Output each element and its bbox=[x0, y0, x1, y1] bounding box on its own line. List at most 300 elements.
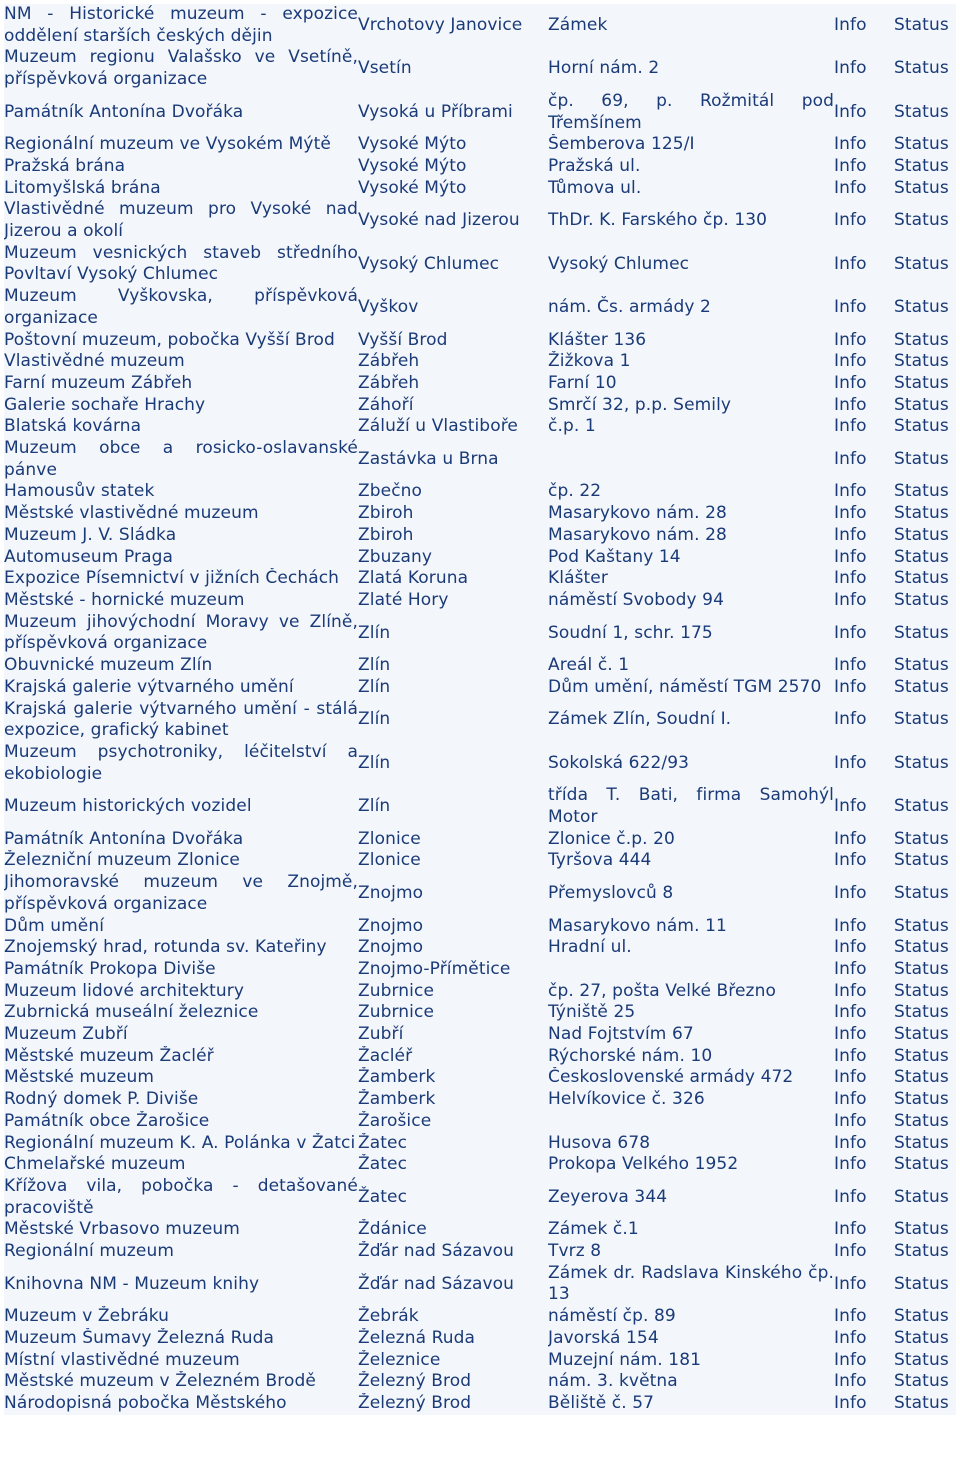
museum-name-cell: Muzeum Zubří bbox=[4, 1024, 128, 1045]
museum-city-cell: Zábřeh bbox=[358, 351, 420, 372]
museum-row bbox=[4, 395, 956, 417]
museum-address-cell: Tvrz 8 bbox=[548, 1241, 602, 1262]
museum-city-cell: Zlín bbox=[358, 622, 391, 643]
museum-city-cell: Vyškov bbox=[358, 296, 419, 317]
info-link[interactable]: Info bbox=[834, 1132, 867, 1153]
museum-city-cell: Žebrák bbox=[358, 1306, 419, 1327]
status-link[interactable]: Status bbox=[894, 1045, 949, 1066]
status-link[interactable]: Status bbox=[894, 1154, 949, 1175]
status-link[interactable]: Status bbox=[894, 14, 949, 35]
museum-address-cell: náměstí čp. 89 bbox=[548, 1306, 676, 1327]
museum-row bbox=[4, 590, 956, 612]
museum-city-cell: Vysoký Chlumec bbox=[358, 253, 500, 274]
museum-name-cell: Městské vlastivědné muzeum bbox=[4, 503, 259, 524]
museum-address-cell: Šemberova 125/I bbox=[548, 134, 695, 155]
museum-city-cell: Vysoké Mýto bbox=[358, 177, 467, 198]
museum-name-cell: Železniční muzeum Zlonice bbox=[4, 850, 240, 871]
museum-address-cell: Tyršova 444 bbox=[548, 850, 652, 871]
museum-city-cell: Zábřeh bbox=[358, 372, 420, 393]
status-link[interactable]: Status bbox=[894, 1306, 949, 1327]
status-link[interactable]: Status bbox=[894, 958, 949, 979]
info-link[interactable]: Info bbox=[834, 752, 867, 773]
museum-row bbox=[4, 1111, 956, 1133]
museum-name-cell: Hamousův statek bbox=[4, 481, 155, 502]
museum-row bbox=[4, 373, 956, 395]
info-link[interactable]: Info bbox=[834, 101, 867, 122]
museum-address-cell: čp. 22 bbox=[548, 481, 602, 502]
status-link[interactable]: Status bbox=[894, 372, 949, 393]
museum-city-cell: Zlonice bbox=[358, 828, 421, 849]
museum-address-cell: Masarykovo nám. 11 bbox=[548, 915, 727, 936]
museum-address-cell: Klášter 136 bbox=[548, 329, 647, 350]
museum-name-cell: Památník Antonína Dvořáka bbox=[4, 101, 244, 122]
museum-row bbox=[4, 699, 956, 742]
info-link[interactable]: Info bbox=[834, 1024, 867, 1045]
museum-row bbox=[4, 850, 956, 872]
museum-name-cell: Místní vlastivědné muzeum bbox=[4, 1349, 240, 1370]
status-link[interactable]: Status bbox=[894, 1327, 949, 1348]
museum-city-cell: Žďár nad Sázavou bbox=[358, 1273, 515, 1294]
museum-row bbox=[4, 351, 956, 373]
museum-name-cell: Litomyšlská brána bbox=[4, 177, 161, 198]
status-link[interactable]: Status bbox=[894, 448, 949, 469]
museum-name-cell: Pražská brána bbox=[4, 155, 126, 176]
museum-address-cell: třída T. Bati, firma Samohýl Motor bbox=[548, 785, 834, 828]
status-link[interactable]: Status bbox=[894, 796, 949, 817]
info-link[interactable]: Info bbox=[834, 980, 867, 1001]
status-link[interactable]: Status bbox=[894, 1219, 949, 1240]
info-link[interactable]: Info bbox=[834, 622, 867, 643]
status-link[interactable]: Status bbox=[894, 709, 949, 730]
museum-row bbox=[4, 1024, 956, 1046]
museum-address-cell: Zámek č.1 bbox=[548, 1219, 639, 1240]
museum-name-cell: Poštovní muzeum, pobočka Vyšší Brod bbox=[4, 329, 335, 350]
info-link[interactable]: Info bbox=[834, 448, 867, 469]
info-link[interactable]: Info bbox=[834, 850, 867, 871]
status-link[interactable]: Status bbox=[894, 1241, 949, 1262]
status-link[interactable]: Status bbox=[894, 58, 949, 79]
museum-name-cell: Městské muzeum bbox=[4, 1067, 155, 1088]
status-link[interactable]: Status bbox=[894, 546, 949, 567]
museum-address-cell: nám. Čs. armády 2 bbox=[548, 296, 711, 317]
museum-city-cell: Ždánice bbox=[358, 1219, 427, 1240]
museum-row bbox=[4, 959, 956, 981]
museum-address-cell: Přemyslovců 8 bbox=[548, 882, 674, 903]
museum-city-cell: Zbuzany bbox=[358, 546, 433, 567]
museum-address-cell: Tůmova ul. bbox=[548, 177, 642, 198]
info-link[interactable]: Info bbox=[834, 1067, 867, 1088]
museum-address-cell: Masarykovo nám. 28 bbox=[548, 524, 727, 545]
museum-row bbox=[4, 438, 956, 481]
info-link[interactable]: Info bbox=[834, 210, 867, 231]
museum-city-cell: Vysoké Mýto bbox=[358, 155, 467, 176]
museum-city-cell: Zlonice bbox=[358, 850, 421, 871]
museum-row bbox=[4, 4, 956, 47]
museum-row bbox=[4, 134, 956, 156]
museum-row bbox=[4, 1241, 956, 1263]
museum-row bbox=[4, 1219, 956, 1241]
museum-city-cell: Vrchotovy Janovice bbox=[358, 14, 523, 35]
museum-address-cell: Soudní 1, schr. 175 bbox=[548, 622, 713, 643]
museum-name-cell: Národopisná pobočka Městského bbox=[4, 1393, 287, 1413]
status-link[interactable]: Status bbox=[894, 882, 949, 903]
status-link[interactable]: Status bbox=[894, 568, 949, 589]
museum-address-cell: Hradní ul. bbox=[548, 937, 632, 958]
museum-name-cell: Muzeum psychotroniky, léčitelství a ekobiologie bbox=[4, 741, 358, 784]
museum-city-cell: Zbiroh bbox=[358, 524, 414, 545]
museum-row bbox=[4, 981, 956, 1003]
info-link[interactable]: Info bbox=[834, 1045, 867, 1066]
museum-city-cell: Vysoké Mýto bbox=[358, 134, 467, 155]
museum-row bbox=[4, 916, 956, 938]
info-link[interactable]: Info bbox=[834, 1371, 867, 1392]
status-link[interactable]: Status bbox=[894, 655, 949, 676]
museum-city-cell: Zlín bbox=[358, 676, 391, 697]
status-link[interactable]: Status bbox=[894, 752, 949, 773]
museum-address-cell: Prokopa Velkého 1952 bbox=[548, 1154, 739, 1175]
museum-list-page bbox=[4, 4, 956, 1415]
museum-row bbox=[4, 243, 956, 286]
museum-name-cell: Vlastivědné muzeum bbox=[4, 351, 185, 372]
museum-table-body bbox=[4, 4, 956, 1415]
museum-name-cell: Regionální muzeum ve Vysokém Mýtě bbox=[4, 134, 331, 155]
museum-city-cell: Zubrnice bbox=[358, 1002, 435, 1023]
status-link[interactable]: Status bbox=[894, 1393, 949, 1413]
museum-address-cell: Nad Fojtstvím 67 bbox=[548, 1024, 694, 1045]
museum-row bbox=[4, 286, 956, 329]
museum-row bbox=[4, 1002, 956, 1024]
info-link[interactable]: Info bbox=[834, 1219, 867, 1240]
museum-city-cell: Zbiroh bbox=[358, 503, 414, 524]
museum-name-cell: Regionální muzeum bbox=[4, 1241, 174, 1262]
museum-row bbox=[4, 785, 956, 828]
museum-row bbox=[4, 568, 956, 590]
info-link[interactable]: Info bbox=[834, 1349, 867, 1370]
info-link[interactable]: Info bbox=[834, 589, 867, 610]
museum-address-cell: Dům umění, náměstí TGM 2570 bbox=[548, 676, 822, 697]
museum-row bbox=[4, 1328, 956, 1350]
museum-name-cell: Muzeum Vyškovska, příspěvková organizace bbox=[4, 286, 358, 328]
status-link[interactable]: Status bbox=[894, 1110, 949, 1131]
museum-address-cell: Pod Kaštany 14 bbox=[548, 546, 681, 567]
museum-row bbox=[4, 1176, 956, 1219]
museum-row bbox=[4, 503, 956, 525]
info-link[interactable]: Info bbox=[834, 676, 867, 697]
museum-name-cell: Knihovna NM - Muzeum knihy bbox=[4, 1273, 260, 1294]
status-link[interactable]: Status bbox=[894, 394, 949, 415]
info-link[interactable]: Info bbox=[834, 655, 867, 676]
status-link[interactable]: Status bbox=[894, 481, 949, 502]
museum-city-cell: Žacléř bbox=[358, 1045, 413, 1066]
museum-name-cell: Krajská galerie výtvarného umění bbox=[4, 676, 294, 697]
museum-row bbox=[4, 156, 956, 178]
info-link[interactable]: Info bbox=[834, 709, 867, 730]
museum-name-cell: Krajská galerie výtvarného umění - stálá expozice, grafický kabinet bbox=[4, 698, 358, 741]
info-link[interactable]: Info bbox=[834, 58, 867, 79]
museum-row bbox=[4, 199, 956, 242]
museum-city-cell: Žarošice bbox=[358, 1110, 432, 1131]
status-link[interactable]: Status bbox=[894, 676, 949, 697]
museum-name-cell: Farní muzeum Zábřeh bbox=[4, 372, 193, 393]
status-link[interactable]: Status bbox=[894, 1089, 949, 1110]
museum-name-cell: Městské muzeum v Železném Brodě bbox=[4, 1371, 316, 1392]
info-link[interactable]: Info bbox=[834, 329, 867, 350]
museum-address-cell bbox=[548, 438, 834, 481]
museum-address-cell: č.p. 1 bbox=[548, 416, 596, 437]
museum-city-cell: Zlatá Koruna bbox=[358, 568, 469, 589]
museum-city-cell: Vysoké nad Jizerou bbox=[358, 210, 520, 231]
status-link[interactable]: Status bbox=[894, 915, 949, 936]
status-link[interactable]: Status bbox=[894, 351, 949, 372]
museum-name-cell: Památník obce Žarošice bbox=[4, 1110, 210, 1131]
museum-name-cell: Muzeum regionu Valašsko ve Vsetíně, příspěvková organizace bbox=[4, 47, 358, 90]
status-link[interactable]: Status bbox=[894, 101, 949, 122]
status-link[interactable]: Status bbox=[894, 1024, 949, 1045]
museum-address-cell: Husova 678 bbox=[548, 1132, 651, 1153]
info-link[interactable]: Info bbox=[834, 351, 867, 372]
status-link[interactable]: Status bbox=[894, 1067, 949, 1088]
museum-address-cell: Rýchorské nám. 10 bbox=[548, 1045, 713, 1066]
status-link[interactable]: Status bbox=[894, 210, 949, 231]
museum-row bbox=[4, 1306, 956, 1328]
museum-address-cell: Vysoký Chlumec bbox=[548, 253, 690, 274]
museum-name-cell: Jihomoravské muzeum ve Znojmě, příspěvková organizace bbox=[4, 872, 358, 914]
info-link[interactable]: Info bbox=[834, 394, 867, 415]
museum-name-cell: Galerie sochaře Hrachy bbox=[4, 394, 206, 415]
info-link[interactable]: Info bbox=[834, 524, 867, 545]
museum-row bbox=[4, 612, 956, 655]
museum-address-cell: Masarykovo nám. 28 bbox=[548, 503, 727, 524]
museum-city-cell: Zlín bbox=[358, 709, 391, 730]
museum-row bbox=[4, 47, 956, 90]
museum-row bbox=[4, 547, 956, 569]
museum-city-cell: Železný Brod bbox=[358, 1393, 472, 1413]
museum-name-cell: Muzeum lidové architektury bbox=[4, 980, 245, 1001]
status-link[interactable]: Status bbox=[894, 134, 949, 155]
museum-row bbox=[4, 1371, 956, 1393]
info-link[interactable]: Info bbox=[834, 958, 867, 979]
status-link[interactable]: Status bbox=[894, 155, 949, 176]
museum-name-cell: Muzeum v Žebráku bbox=[4, 1306, 170, 1327]
museum-city-cell: Znojmo bbox=[358, 915, 424, 936]
museum-name-cell: Dům umění bbox=[4, 915, 105, 936]
info-link[interactable]: Info bbox=[834, 1327, 867, 1348]
museum-city-cell: Zlín bbox=[358, 796, 391, 817]
status-link[interactable]: Status bbox=[894, 589, 949, 610]
museum-address-cell: Běliště č. 57 bbox=[548, 1393, 655, 1413]
museum-row bbox=[4, 416, 956, 438]
museum-city-cell: Železná Ruda bbox=[358, 1327, 476, 1348]
museum-address-cell: Klášter bbox=[548, 568, 608, 589]
museum-name-cell: Automuseum Praga bbox=[4, 546, 174, 567]
museum-city-cell: Vsetín bbox=[358, 58, 412, 79]
museum-row bbox=[4, 1133, 956, 1155]
info-link[interactable]: Info bbox=[834, 796, 867, 817]
museum-address-cell: Týniště 25 bbox=[548, 1002, 636, 1023]
museum-name-cell: Muzeum obce a rosicko-oslavanské pánve bbox=[4, 438, 358, 480]
museum-city-cell: Zlín bbox=[358, 655, 391, 676]
museum-name-cell: Znojemský hrad, rotunda sv. Kateřiny bbox=[4, 937, 327, 958]
info-link[interactable]: Info bbox=[834, 568, 867, 589]
museum-address-cell: Farní 10 bbox=[548, 372, 617, 393]
status-link[interactable]: Status bbox=[894, 296, 949, 317]
museum-city-cell: Vyšší Brod bbox=[358, 329, 448, 350]
status-link[interactable]: Status bbox=[894, 1349, 949, 1370]
museum-row bbox=[4, 330, 956, 352]
info-link[interactable]: Info bbox=[834, 1186, 867, 1207]
museum-name-cell: Expozice Písemnictví v jižních Čechách bbox=[4, 568, 340, 589]
museum-city-cell: Znojmo bbox=[358, 937, 424, 958]
status-link[interactable]: Status bbox=[894, 1002, 949, 1023]
museum-name-cell: Rodný domek P. Diviše bbox=[4, 1089, 199, 1110]
museum-row bbox=[4, 829, 956, 851]
info-link[interactable]: Info bbox=[834, 546, 867, 567]
status-link[interactable]: Status bbox=[894, 524, 949, 545]
info-link[interactable]: Info bbox=[834, 1393, 867, 1413]
museum-name-cell: Vlastivědné muzeum pro Vysoké nad Jizerou a okolí bbox=[4, 199, 358, 242]
museum-name-cell: Křížova vila, pobočka - detašované pracoviště bbox=[4, 1175, 358, 1218]
museum-address-cell: Areál č. 1 bbox=[548, 655, 630, 676]
museum-row bbox=[4, 1393, 956, 1415]
museum-name-cell: Regionální muzeum K. A. Polánka v Žatci bbox=[4, 1132, 356, 1153]
museum-city-cell: Žatec bbox=[358, 1132, 408, 1153]
museum-address-cell: Helvíkovice č. 326 bbox=[548, 1089, 705, 1110]
museum-name-cell: Památník Antonína Dvořáka bbox=[4, 828, 244, 849]
museum-row bbox=[4, 1154, 956, 1176]
museum-address-cell: Zámek dr. Radslava Kinského čp. 13 bbox=[548, 1262, 834, 1305]
museum-row bbox=[4, 872, 956, 915]
museum-address-cell bbox=[548, 959, 834, 981]
status-link[interactable]: Status bbox=[894, 1273, 949, 1294]
museum-city-cell: Žatec bbox=[358, 1154, 408, 1175]
museum-city-cell: Zubří bbox=[358, 1024, 404, 1045]
status-link[interactable]: Status bbox=[894, 1132, 949, 1153]
museum-name-cell: Památník Prokopa Diviše bbox=[4, 958, 216, 979]
museum-city-cell: Žatec bbox=[358, 1186, 408, 1207]
info-link[interactable]: Info bbox=[834, 296, 867, 317]
museum-row bbox=[4, 677, 956, 699]
museum-city-cell: Vysoká u Příbrami bbox=[358, 101, 513, 122]
museum-address-cell: Muzejní nám. 181 bbox=[548, 1349, 702, 1370]
museum-row bbox=[4, 1263, 956, 1306]
museum-city-cell: Žďár nad Sázavou bbox=[358, 1241, 515, 1262]
info-link[interactable]: Info bbox=[834, 828, 867, 849]
museum-name-cell: Městské muzeum Žacléř bbox=[4, 1045, 214, 1066]
info-link[interactable]: Info bbox=[834, 416, 867, 437]
museum-city-cell: Zlaté Hory bbox=[358, 589, 449, 610]
status-link[interactable]: Status bbox=[894, 622, 949, 643]
museum-city-cell: Zbečno bbox=[358, 481, 423, 502]
status-link[interactable]: Status bbox=[894, 177, 949, 198]
museum-address-cell: Zlonice č.p. 20 bbox=[548, 828, 675, 849]
info-link[interactable]: Info bbox=[834, 1241, 867, 1262]
info-link[interactable]: Info bbox=[834, 1273, 867, 1294]
museum-row bbox=[4, 525, 956, 547]
museum-address-cell: ThDr. K. Farského čp. 130 bbox=[548, 210, 768, 231]
info-link[interactable]: Info bbox=[834, 503, 867, 524]
museum-city-cell: Znojmo-Přímětice bbox=[358, 958, 511, 979]
museum-name-cell: Obuvnické muzeum Zlín bbox=[4, 655, 213, 676]
museum-address-cell: Smrčí 32, p.p. Semily bbox=[548, 394, 732, 415]
museum-address-cell: čp. 69, p. Rožmitál pod Třemšínem bbox=[548, 90, 834, 133]
status-link[interactable]: Status bbox=[894, 416, 949, 437]
museum-row bbox=[4, 481, 956, 503]
museum-city-cell: Zastávka u Brna bbox=[358, 448, 499, 469]
museum-city-cell: Žamberk bbox=[358, 1067, 436, 1088]
museum-name-cell: Muzeum jihovýchodní Moravy ve Zlíně, příspěvková organizace bbox=[4, 611, 358, 654]
museum-city-cell: Železný Brod bbox=[358, 1371, 472, 1392]
info-link[interactable]: Info bbox=[834, 1306, 867, 1327]
museum-row bbox=[4, 91, 956, 134]
status-link[interactable]: Status bbox=[894, 1186, 949, 1207]
status-link[interactable]: Status bbox=[894, 828, 949, 849]
museum-address-cell: nám. 3. května bbox=[548, 1371, 678, 1392]
info-link[interactable]: Info bbox=[834, 481, 867, 502]
info-link[interactable]: Info bbox=[834, 1089, 867, 1110]
museum-address-cell: Pražská ul. bbox=[548, 155, 641, 176]
status-link[interactable]: Status bbox=[894, 1371, 949, 1392]
museum-table bbox=[4, 4, 956, 1415]
museum-name-cell: Muzeum historických vozidel bbox=[4, 796, 252, 817]
museum-name-cell: Blatská kovárna bbox=[4, 416, 142, 437]
info-link[interactable]: Info bbox=[834, 372, 867, 393]
museum-address-cell: Československé armády 472 bbox=[548, 1067, 794, 1088]
museum-address-cell: Zámek bbox=[548, 14, 608, 35]
status-link[interactable]: Status bbox=[894, 937, 949, 958]
museum-name-cell: Muzeum vesnických staveb středního Povltaví Vysoký Chlumec bbox=[4, 242, 358, 285]
info-link[interactable]: Info bbox=[834, 915, 867, 936]
info-link[interactable]: Info bbox=[834, 14, 867, 35]
museum-row bbox=[4, 937, 956, 959]
museum-name-cell: Chmelařské muzeum bbox=[4, 1154, 186, 1175]
info-link[interactable]: Info bbox=[834, 253, 867, 274]
museum-address-cell: Javorská 154 bbox=[548, 1327, 659, 1348]
museum-address-cell: čp. 27, pošta Velké Březno bbox=[548, 980, 776, 1001]
status-link[interactable]: Status bbox=[894, 503, 949, 524]
status-link[interactable]: Status bbox=[894, 329, 949, 350]
museum-row bbox=[4, 1067, 956, 1089]
museum-row bbox=[4, 1046, 956, 1068]
info-link[interactable]: Info bbox=[834, 1110, 867, 1131]
status-link[interactable]: Status bbox=[894, 253, 949, 274]
museum-row bbox=[4, 1089, 956, 1111]
museum-address-cell: Sokolská 622/93 bbox=[548, 752, 690, 773]
museum-city-cell: Záluží u Vlastiboře bbox=[358, 416, 518, 437]
info-link[interactable]: Info bbox=[834, 1154, 867, 1175]
info-link[interactable]: Info bbox=[834, 134, 867, 155]
info-link[interactable]: Info bbox=[834, 177, 867, 198]
museum-address-cell bbox=[548, 1111, 834, 1133]
info-link[interactable]: Info bbox=[834, 155, 867, 176]
museum-address-cell: Zeyerova 344 bbox=[548, 1186, 668, 1207]
museum-address-cell: Zámek Zlín, Soudní I. bbox=[548, 709, 732, 730]
museum-city-cell: Žamberk bbox=[358, 1089, 436, 1110]
museum-city-cell: Znojmo bbox=[358, 882, 424, 903]
museum-row bbox=[4, 178, 956, 200]
museum-city-cell: Zlín bbox=[358, 752, 391, 773]
museum-name-cell: Městské Vrbasovo muzeum bbox=[4, 1219, 240, 1240]
info-link[interactable]: Info bbox=[834, 1002, 867, 1023]
museum-row bbox=[4, 742, 956, 785]
info-link[interactable]: Info bbox=[834, 882, 867, 903]
museum-city-cell: Zubrnice bbox=[358, 980, 435, 1001]
museum-row bbox=[4, 1350, 956, 1372]
museum-name-cell: Muzeum J. V. Sládka bbox=[4, 524, 177, 545]
info-link[interactable]: Info bbox=[834, 937, 867, 958]
museum-name-cell: Městské - hornické muzeum bbox=[4, 589, 245, 610]
status-link[interactable]: Status bbox=[894, 850, 949, 871]
status-link[interactable]: Status bbox=[894, 980, 949, 1001]
